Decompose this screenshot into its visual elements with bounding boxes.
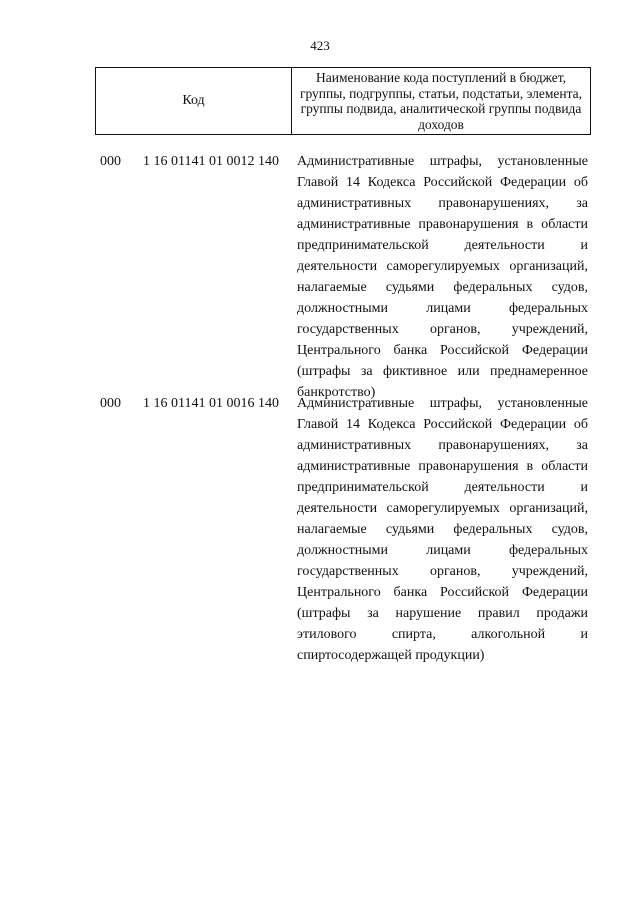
header-code-column: Код	[96, 68, 292, 134]
income-description: Административные штрафы, установленные Главой 14 Кодекса Российской Федерации об административных правонарушениях, за административные правонарушения в области предпринимательской деятельности и деятельности саморегулируемых организаций, налагаемые судьями федеральных судов, должностными лицами федеральных государственных органов, учреждений, Центрального банка Российской Федерации (штрафы за нарушение правил продажи этилового спирта, алкогольной и спиртосодержащей продукции)	[297, 396, 588, 663]
page-number: 423	[310, 38, 330, 53]
income-description: Административные штрафы, установленные Главой 14 Кодекса Российской Федерации об административных правонарушениях, за административные правонарушения в области предпринимательской деятельности и деятельности саморегулируемых организаций, налагаемые судьями федеральных судов, должностными лицами федеральных государственных органов, учреждений, Центрального банка Российской Федерации (штрафы за фиктивное или преднамеренное банкротство)	[297, 154, 588, 400]
header-name-column: Наименование кода поступлений в бюджет, группы, подгруппы, статьи, подстатьи, элемента, группы подвида, аналитической группы подвида доходов	[299, 70, 583, 132]
table-header	[95, 67, 591, 135]
admin-code: 000	[100, 396, 121, 411]
income-code: 1 16 01141 01 0016 140	[143, 396, 279, 411]
admin-code: 000	[100, 154, 121, 169]
income-code: 1 16 01141 01 0012 140	[143, 154, 279, 169]
